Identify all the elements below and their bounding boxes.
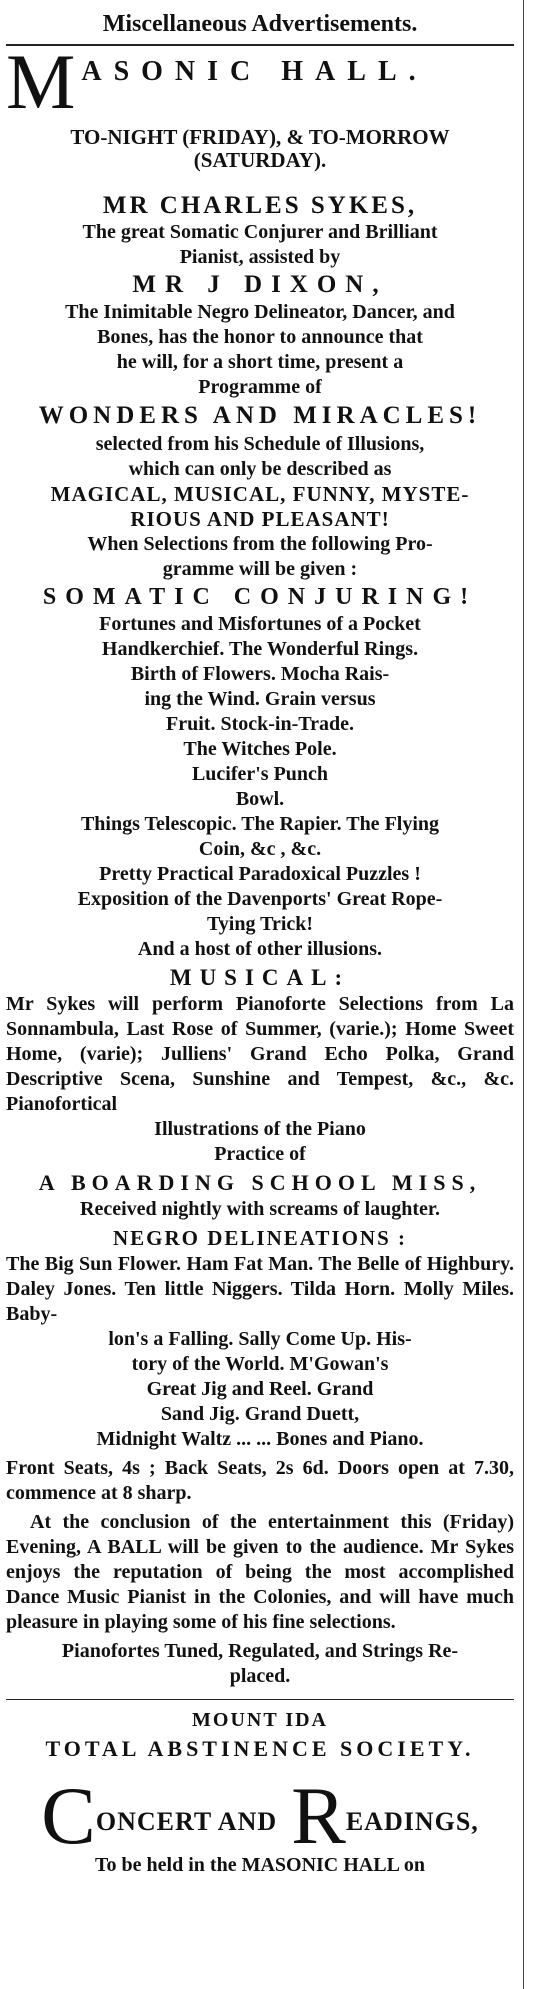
musical-heading: MUSICAL: bbox=[169, 965, 351, 990]
conjuring-line: Lucifer's Punch bbox=[191, 763, 329, 785]
masonic-heading-rest: ASONIC HALL. bbox=[81, 56, 428, 87]
prices-paragraph: Front Seats, 4s ; Back Seats, 2s 6d. Doors open at 7.30, commence at 8 sharp. bbox=[6, 1457, 514, 1504]
conjuring-line: And a host of other illusions. bbox=[137, 938, 383, 960]
boarding-school-heading: A BOARDING SCHOOL MISS, bbox=[38, 1170, 482, 1195]
conjuring-line: Fruit. Stock-in-Trade. bbox=[166, 713, 354, 735]
performer-name: MR CHARLES SYKES, bbox=[102, 192, 418, 219]
when-line: gramme will be given : bbox=[162, 558, 358, 580]
mount-ida-advert bbox=[6, 1708, 514, 1878]
announce-line: Programme of bbox=[198, 376, 322, 398]
concert-word: ONCERT AND bbox=[95, 1807, 278, 1836]
announce-line: The Inimitable Negro Delineator, Dancer, and bbox=[65, 301, 455, 323]
magical-line: RIOUS AND PLEASANT! bbox=[130, 507, 390, 531]
conjuring-line: Pretty Practical Paradoxical Puzzles ! bbox=[99, 863, 421, 885]
announce-line: Bones, has the honor to announce that bbox=[97, 326, 423, 348]
tuned-tail-line: placed. bbox=[229, 1665, 291, 1687]
selected-line: selected from his Schedule of Illusions, bbox=[95, 433, 425, 455]
wonders-heading: WONDERS AND MIRACLES! bbox=[38, 402, 482, 429]
negro-delineations-heading: NEGRO DELINEATIONS : bbox=[113, 1226, 407, 1250]
masonic-hall-advert bbox=[6, 38, 514, 1689]
ball-paragraph: At the conclusion of the entertainment this (Friday) Evening, A BALL will be given to the audience. Mr Sykes enjoys the reputation of being the most accomplished Dance Music Pianist in the Colonies, and will have much pleasure in playing some of his fine selections. bbox=[6, 1511, 514, 1633]
conjuring-line: Tying Trick! bbox=[206, 913, 314, 935]
conjuring-line: ing the Wind. Grain versus bbox=[144, 688, 376, 710]
musical-tail-line: Practice of bbox=[214, 1143, 306, 1165]
tonight-line: TO-NIGHT (FRIDAY), & TO-MORROW bbox=[70, 125, 450, 149]
received-line: Received nightly with screams of laughter. bbox=[80, 1198, 440, 1220]
conjuring-line: Fortunes and Misfortunes of a Pocket bbox=[99, 613, 421, 635]
tonight-line: (SATURDAY). bbox=[193, 148, 327, 172]
intro-line: The great Somatic Conjurer and Brilliant bbox=[82, 221, 438, 243]
negro-line: Great Jig and Reel. Grand bbox=[146, 1378, 374, 1400]
musical-tail-line: Illustrations of the Piano bbox=[154, 1118, 366, 1140]
title-divider bbox=[6, 44, 514, 46]
conjuring-line: Birth of Flowers. Mocha Rais- bbox=[130, 663, 390, 685]
column-rule bbox=[523, 0, 524, 1989]
masonic-heading bbox=[6, 38, 514, 125]
conjuring-line: The Witches Pole. bbox=[183, 738, 337, 760]
negro-line: Midnight Waltz ... ... Bones and Piano. bbox=[96, 1428, 424, 1450]
selected-line: which can only be described as bbox=[128, 458, 392, 480]
musical-paragraph: Mr Sykes will perform Pianoforte Selections from La Sonnambula, Last Rose of Summer, (varie.); Home Sweet Home, (varie); Julliens' Grand Echo Polka, Grand Descriptive Scena, Sunshine and Tempest, &c., &c. Pianofortical bbox=[6, 993, 514, 1115]
tonight-notice bbox=[6, 126, 514, 172]
tuned-line: Pianofortes Tuned, Regulated, and Strings Re- bbox=[61, 1640, 459, 1662]
dropcap-m: M bbox=[6, 38, 76, 125]
when-line: When Selections from the following Pro- bbox=[87, 533, 433, 555]
mount-ida-title: MOUNT IDA bbox=[192, 1709, 328, 1731]
conjuring-line: Exposition of the Davenports' Great Rope- bbox=[77, 888, 443, 910]
dropcap-c: C bbox=[41, 1770, 96, 1861]
conjuring-line: Bowl. bbox=[235, 788, 285, 810]
conjuring-line: Coin, &c , &c. bbox=[198, 838, 322, 860]
advert-divider bbox=[6, 1699, 514, 1700]
abstinence-society-title: TOTAL ABSTINENCE SOCIETY. bbox=[45, 1736, 475, 1761]
negro-line: lon's a Falling. Sally Come Up. His- bbox=[108, 1328, 412, 1350]
readings-word: EADINGS, bbox=[345, 1807, 479, 1836]
conjuring-line: Things Telescopic. The Rapier. The Flying bbox=[80, 813, 440, 835]
dropcap-r: R bbox=[291, 1770, 346, 1861]
held-line: To be held in the MASONIC HALL on bbox=[95, 1854, 425, 1876]
intro-line: Pianist, assisted by bbox=[179, 246, 341, 268]
negro-paragraph: The Big Sun Flower. Ham Fat Man. The Belle of Highbury. Daley Jones. Ten little Niggers. Tilda Horn. Molly Miles. Baby- bbox=[6, 1253, 514, 1325]
assistant-name: MR J DIXON, bbox=[132, 271, 388, 298]
magical-line: MAGICAL, MUSICAL, FUNNY, MYSTE- bbox=[50, 482, 470, 506]
conjuring-line: Handkerchief. The Wonderful Rings. bbox=[101, 638, 419, 660]
announce-line: he will, for a short time, present a bbox=[116, 351, 404, 373]
advertisement-column bbox=[6, 0, 514, 1878]
section-title: Miscellaneous Advertisements. bbox=[102, 11, 418, 37]
concert-readings-heading bbox=[6, 1770, 514, 1861]
negro-line: Sand Jig. Grand Duett, bbox=[160, 1403, 360, 1425]
negro-line: tory of the World. M'Gowan's bbox=[131, 1353, 389, 1375]
conjuring-heading: SOMATIC CONJURING! bbox=[42, 584, 478, 610]
